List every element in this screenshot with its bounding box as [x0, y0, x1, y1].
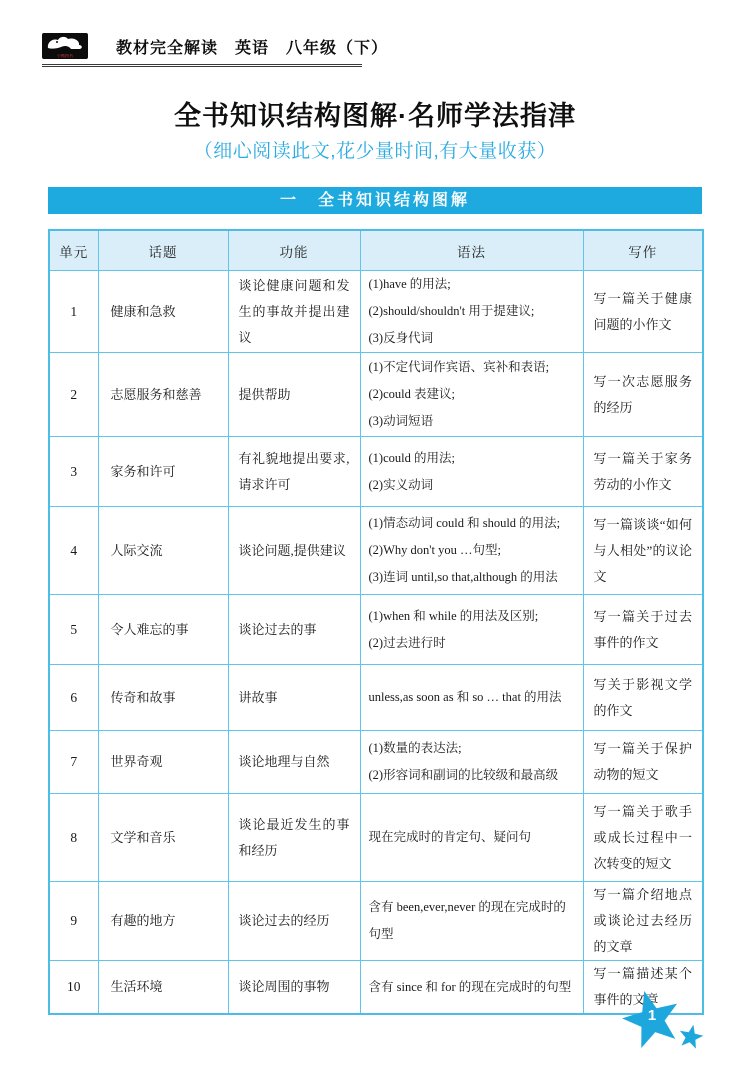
grammar-line: (2)实义动词 [368, 477, 434, 492]
star-icon [612, 1047, 720, 1064]
grammar-line: (1)could 的用法; [368, 450, 455, 465]
cell-function: 提供帮助 [228, 353, 360, 437]
col-header-topic: 话题 [98, 230, 228, 271]
grammar-line: (3)连词 until,so that,although 的用法 [368, 570, 558, 584]
cell-writing: 写一篇描述某个事件的文章 [583, 961, 703, 1015]
cell-unit: 3 [49, 437, 98, 507]
cell-writing: 写一次志愿服务的经历 [583, 353, 703, 437]
cell-grammar [360, 961, 583, 1015]
cell-grammar [360, 731, 583, 794]
cell-function: 谈论问题,提供建议 [228, 507, 360, 595]
table-row [49, 353, 703, 437]
grammar-line: (3)反身代词 [368, 331, 434, 345]
cell-unit: 2 [49, 353, 98, 437]
cell-writing: 写一篇关于家务劳动的小作文 [583, 437, 703, 507]
cell-grammar [360, 507, 583, 595]
running-head [42, 33, 389, 67]
cell-topic: 志愿服务和慈善 [98, 353, 228, 437]
cell-writing: 写关于影视文学的作文 [583, 665, 703, 731]
cell-topic: 文学和音乐 [98, 794, 228, 882]
grammar-line: (3)动词短语 [368, 414, 434, 428]
cell-topic: 世界奇观 [98, 731, 228, 794]
cell-topic: 家务和许可 [98, 437, 228, 507]
table-row [49, 595, 703, 665]
cell-function: 谈论地理与自然 [228, 731, 360, 794]
cell-unit: 7 [49, 731, 98, 794]
cell-topic: 生活环境 [98, 961, 228, 1015]
cell-function: 讲故事 [228, 665, 360, 731]
col-header-unit: 单元 [49, 230, 98, 271]
col-header-writing: 写作 [583, 230, 703, 271]
table-row [49, 794, 703, 882]
publisher-logo [42, 33, 88, 59]
grammar-line: (2)could 表建议; [368, 387, 455, 401]
page-number-badge [612, 984, 722, 1060]
cell-grammar [360, 271, 583, 353]
cell-grammar [360, 437, 583, 507]
cell-topic: 令人难忘的事 [98, 595, 228, 665]
cell-writing: 写一篇关于保护动物的短文 [583, 731, 703, 794]
cell-unit: 4 [49, 507, 98, 595]
grammar-line: (1)when 和 while 的用法及区别; [368, 608, 539, 623]
table-row [49, 665, 703, 731]
cell-unit: 5 [49, 595, 98, 665]
cell-function: 谈论健康问题和发生的事故并提出建议 [228, 271, 360, 353]
running-head-title: 教材完全解读 英语 八年级（下） [116, 39, 389, 57]
cell-topic: 传奇和故事 [98, 665, 228, 731]
cell-grammar [360, 882, 583, 961]
table-header-row [49, 230, 703, 271]
cell-grammar [360, 595, 583, 665]
col-header-grammar: 语法 [360, 230, 583, 271]
cell-unit: 10 [49, 961, 98, 1015]
grammar-line: (1)have 的用法; [368, 277, 451, 291]
col-header-function: 功能 [228, 230, 360, 271]
page-number: 1 [647, 1007, 657, 1024]
table-row [49, 731, 703, 794]
table-row [49, 961, 703, 1015]
page-subtitle: （细心阅读此文,花少量时间,有大量收获） [193, 141, 557, 162]
cell-function: 谈论过去的经历 [228, 882, 360, 961]
page-title: 全书知识结构图解·名师学法指津 [174, 101, 576, 131]
grammar-line: 现在完成时的肯定句、疑问句 [368, 830, 532, 844]
cell-writing: 写一篇谈谈“如何与人相处”的议论文 [583, 507, 703, 595]
grammar-line: (2)Why don't you …句型; [368, 543, 501, 557]
cell-unit: 1 [49, 271, 98, 353]
grammar-line: (1)不定代词作宾语、宾补和表语; [368, 360, 550, 374]
cell-function: 谈论过去的事 [228, 595, 360, 665]
grammar-line: (2)过去进行时 [368, 635, 446, 650]
grammar-line: unless,as soon as 和 so … that 的用法 [368, 690, 562, 704]
cell-function: 有礼貌地提出要求,请求许可 [228, 437, 360, 507]
knowledge-structure-table [48, 229, 704, 1015]
table-row [49, 507, 703, 595]
section-banner: 一 全书知识结构图解 [48, 187, 702, 214]
bear-logo-icon [45, 33, 85, 51]
grammar-line: (2)should/shouldn't 用于提建议; [368, 304, 535, 318]
grammar-line: (1)数量的表达法; [368, 741, 462, 755]
cell-grammar [360, 665, 583, 731]
table-row [49, 271, 703, 353]
cell-writing: 写一篇关于过去事件的作文 [583, 595, 703, 665]
cell-function: 谈论最近发生的事和经历 [228, 794, 360, 882]
grammar-line: 含有 since 和 for 的现在完成时的句型 [368, 979, 572, 994]
cell-unit: 6 [49, 665, 98, 731]
cell-topic: 人际交流 [98, 507, 228, 595]
cell-unit: 8 [49, 794, 98, 882]
cell-writing: 写一篇关于歌手或成长过程中一次转变的短文 [583, 794, 703, 882]
cell-topic: 有趣的地方 [98, 882, 228, 961]
grammar-line: (1)情态动词 could 和 should 的用法; [368, 516, 561, 530]
cell-unit: 9 [49, 882, 98, 961]
publisher-logo-text: 小熊图书 [57, 54, 73, 58]
grammar-line: 含有 been,ever,never 的现在完成时的句型 [368, 900, 566, 941]
cell-grammar [360, 353, 583, 437]
cell-writing: 写一篇介绍地点或谈论过去经历的文章 [583, 882, 703, 961]
cell-topic: 健康和急救 [98, 271, 228, 353]
table-row [49, 437, 703, 507]
grammar-line: (2)形容词和副词的比较级和最高级 [368, 768, 559, 782]
cell-writing: 写一篇关于健康问题的小作文 [583, 271, 703, 353]
table-row [49, 882, 703, 961]
cell-grammar [360, 794, 583, 882]
cell-function: 谈论周围的事物 [228, 961, 360, 1015]
